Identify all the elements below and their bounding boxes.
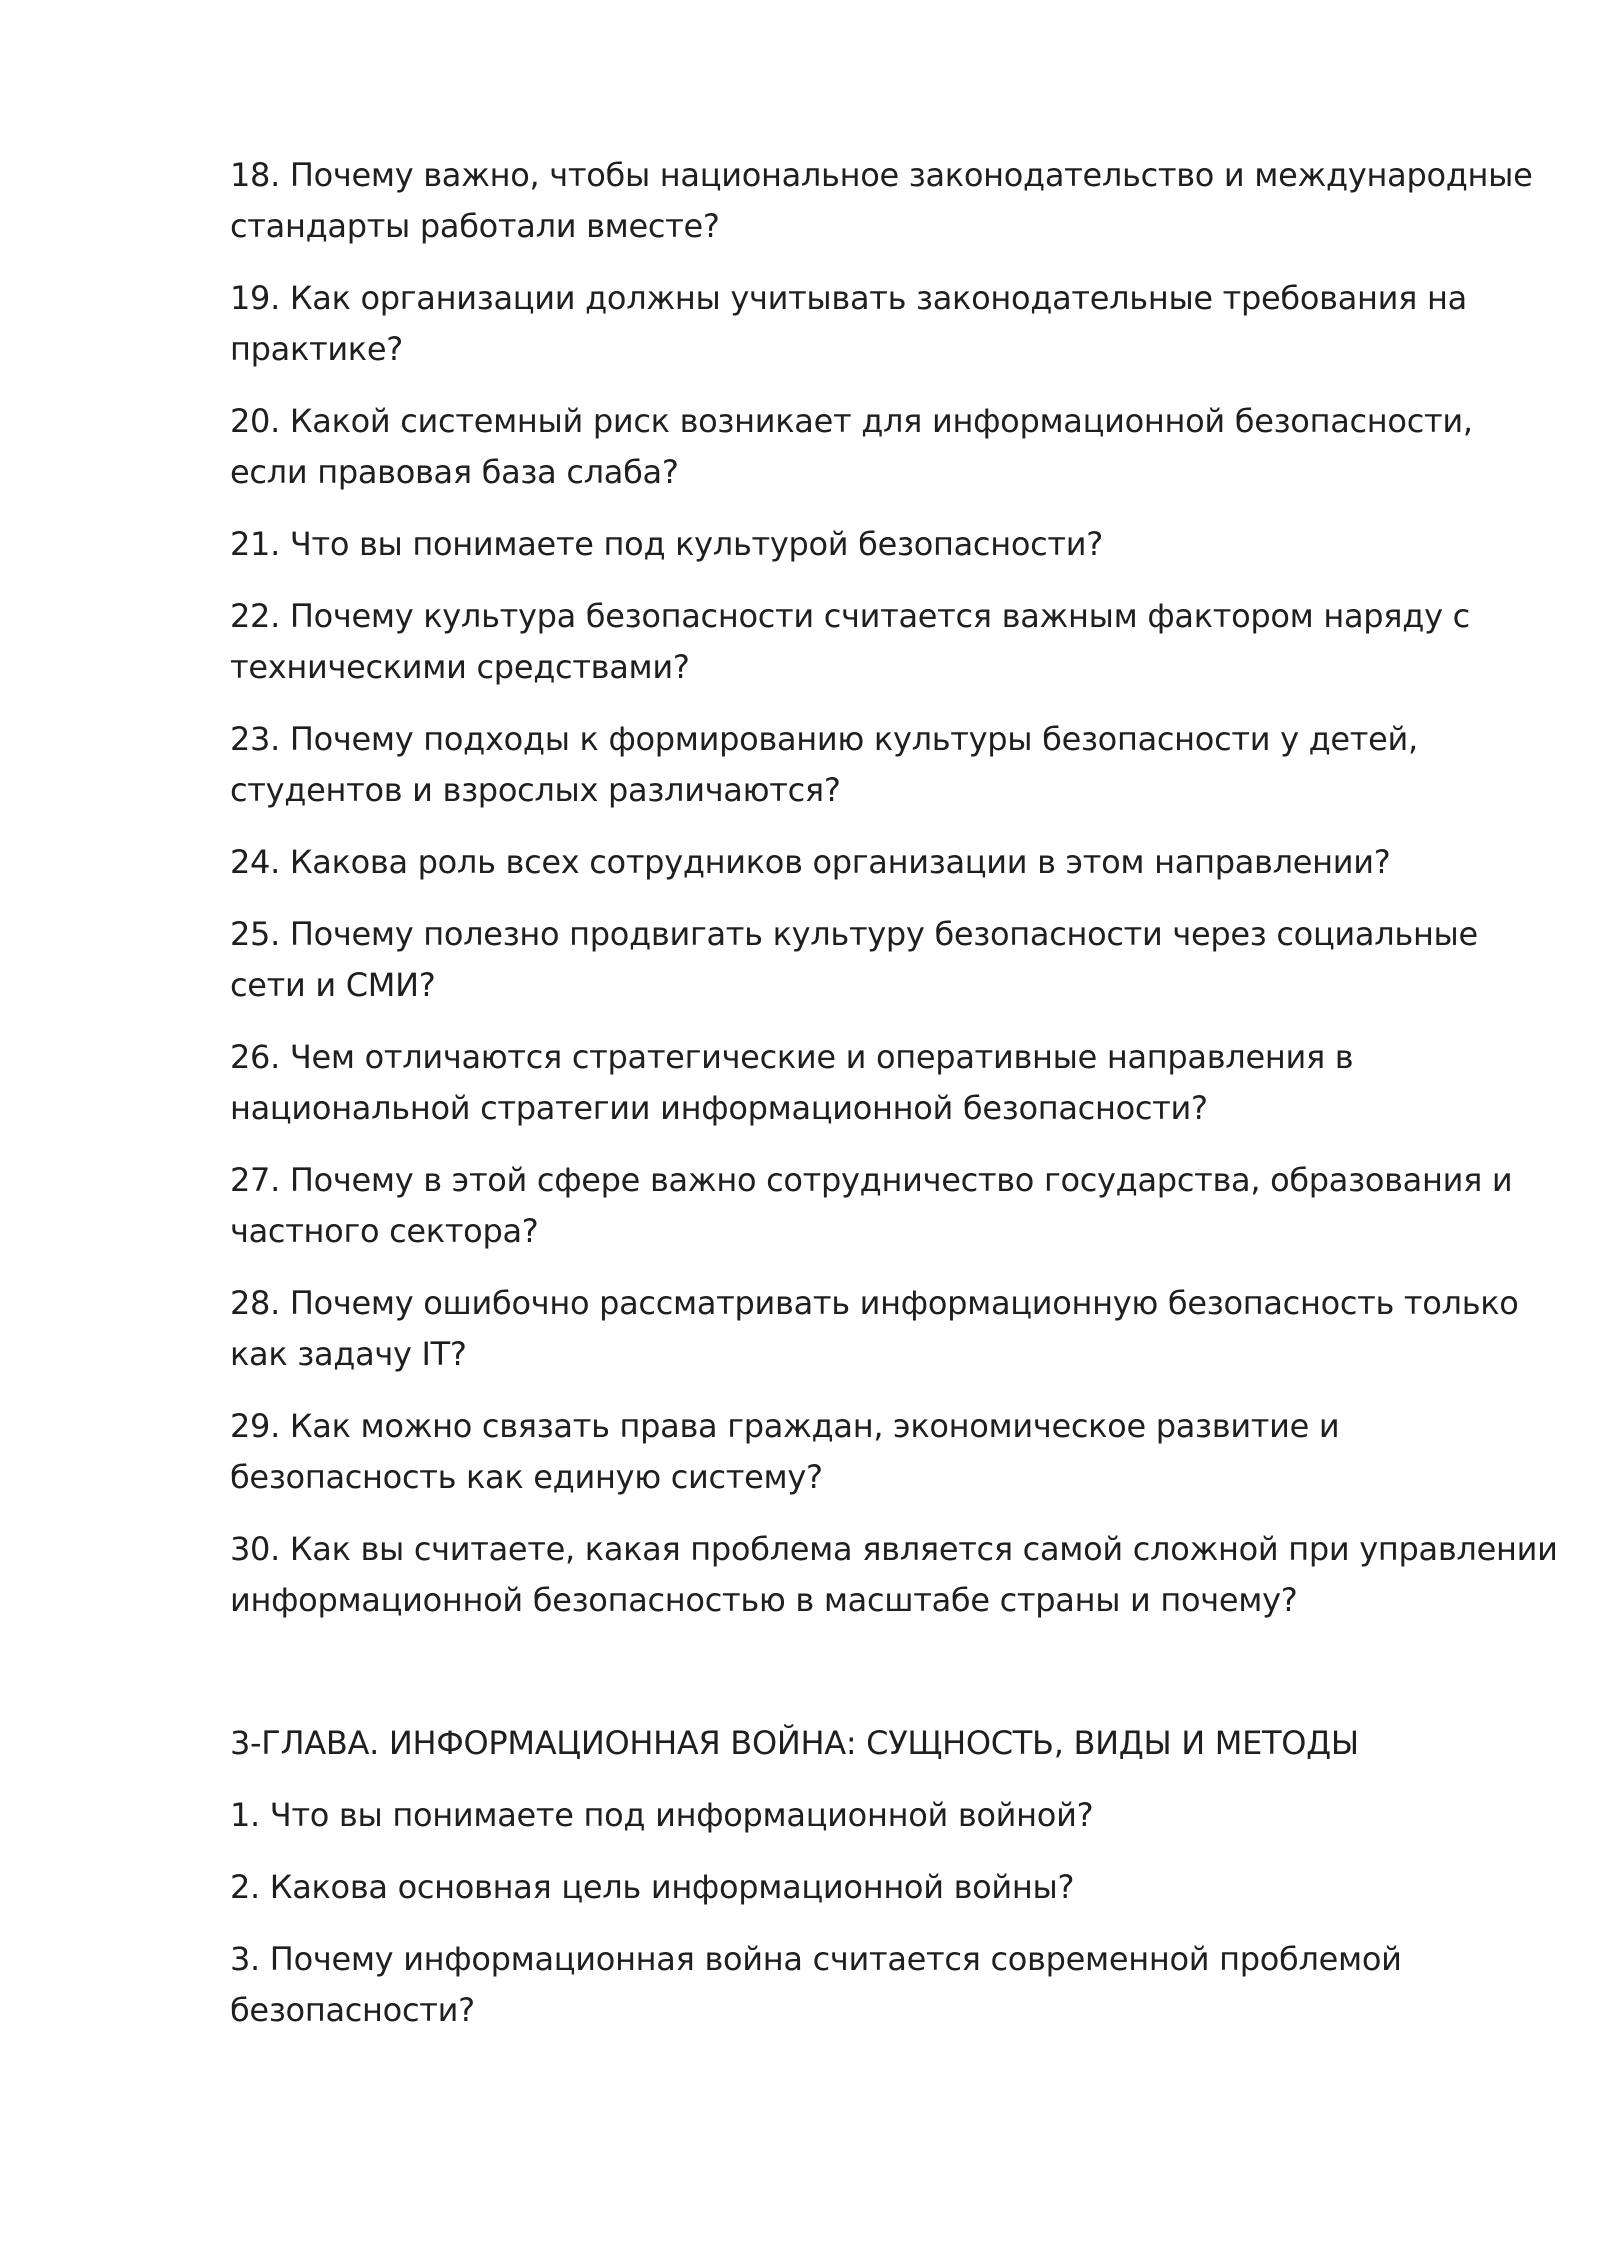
- question-19: 19. Как организации должны учитывать законодательные требования на практике?: [230, 279, 1467, 368]
- question-21: 21. Что вы понимаете под культурой безопасности?: [230, 525, 1103, 563]
- question-2: 2. Какова основная цель информационной войны?: [230, 1868, 1075, 1906]
- question-23: 23. Почему подходы к формированию культуры безопасности у детей, студентов и взрослых различаются?: [230, 720, 1418, 809]
- question-20: 20. Какой системный риск возникает для информационной безопасности, если правовая база слаба?: [230, 402, 1473, 491]
- chapter-heading: 3-ГЛАВА. ИНФОРМАЦИОННАЯ ВОЙНА: СУЩНОСТЬ, ВИДЫ И МЕТОДЫ: [230, 1724, 1359, 1762]
- question-list-part-2: [230, 1790, 1490, 2036]
- question-18: 18. Почему важно, чтобы национальное законодательство и международные стандарты работали вместе?: [230, 156, 1533, 245]
- question-27: 27. Почему в этой сфере важно сотрудничество государства, образования и частного сектора?: [230, 1161, 1513, 1250]
- question-26: 26. Чем отличаются стратегические и оперативные направления в национальной стратегии информационной безопасности?: [230, 1038, 1354, 1127]
- question-30: 30. Как вы считаете, какая проблема является самой сложной при управлении информационной безопасностью в масштабе страны и почему?: [230, 1530, 1558, 1619]
- question-28: 28. Почему ошибочно рассматривать информационную безопасность только как задачу IT?: [230, 1284, 1519, 1373]
- question-3: 3. Почему информационная война считается современной проблемой безопасности?: [230, 1940, 1402, 2029]
- document-page: [230, 150, 1558, 2057]
- question-list-part-1: [230, 150, 1558, 1626]
- question-1: 1. Что вы понимаете под информационной войной?: [230, 1796, 1094, 1834]
- question-24: 24. Какова роль всех сотрудников организации в этом направлении?: [230, 843, 1391, 881]
- question-29: 29. Как можно связать права граждан, экономическое развитие и безопасность как единую систему?: [230, 1407, 1340, 1496]
- question-25: 25. Почему полезно продвигать культуру безопасности через социальные сети и СМИ?: [230, 915, 1478, 1004]
- question-22: 22. Почему культура безопасности считается важным фактором наряду с техническими средствами?: [230, 597, 1470, 686]
